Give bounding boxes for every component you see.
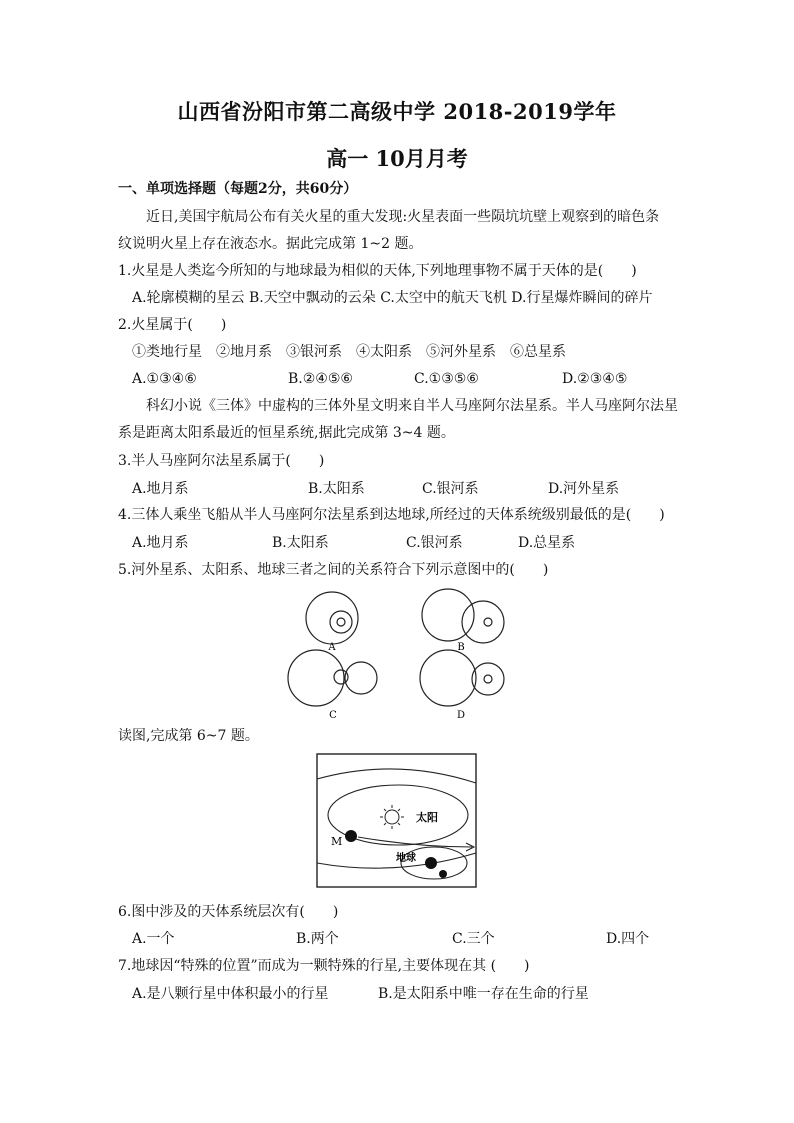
solar-system-figure xyxy=(316,753,478,889)
diagram-b xyxy=(422,589,504,643)
m-label: M xyxy=(331,835,343,848)
moon-body xyxy=(439,870,447,878)
passage2-line2: 系是距离太阳系最近的恒星系统,据此完成第 3~4 题。 xyxy=(118,425,455,441)
q3-option-c: C.银河系 xyxy=(422,481,479,497)
section-heading: 一、单项选择题（每题2分，共60分） xyxy=(118,181,358,197)
q4-option-a: A.地月系 xyxy=(132,535,189,551)
diagram-d xyxy=(420,650,504,706)
diagram-c-label: C xyxy=(329,710,337,721)
q5-diagram-set xyxy=(280,582,510,726)
q1-stem: 1.火星是人类迄今所知的与地球最为相似的天体,下列地理事物不属于天体的是( ) xyxy=(118,263,637,279)
q7-option-a: A.是八颗行星中体积最小的行星 xyxy=(132,986,329,1002)
q2-option-d: D.②③④⑤ xyxy=(562,371,628,387)
q4-option-b: B.太阳系 xyxy=(272,535,329,551)
q6-option-b: B.两个 xyxy=(296,931,339,947)
q3-option-d: D.河外星系 xyxy=(548,481,620,497)
passage2-line1: 科幻小说《三体》中虚构的三体外星文明来自半人马座阿尔法星系。半人马座阿尔法星 xyxy=(146,398,678,414)
exam-title: 山西省汾阳市第二高级中学 2018-2019学年 xyxy=(177,99,617,124)
diagram-a-label: A xyxy=(328,642,336,653)
q2-stem: 2.火星属于( ) xyxy=(118,317,227,333)
q4-stem: 4.三体人乘坐飞船从半人马座阿尔法星系到达地球,所经过的天体系统级别最低的是( ) xyxy=(118,507,665,523)
q7-option-b: B.是太阳系中唯一存在生命的行星 xyxy=(378,986,589,1002)
q6-option-c: C.三个 xyxy=(452,931,495,947)
sun-label: 太阳 xyxy=(416,811,438,824)
q2-items: ①类地行星 ②地月系 ③银河系 ④太阳系 ⑤河外星系 ⑥总星系 xyxy=(132,344,566,360)
earth-body xyxy=(425,857,437,869)
q6-option-a: A.一个 xyxy=(132,931,175,947)
passage1-line2: 纹说明火星上存在液态水。据此完成第 1~2 题。 xyxy=(118,236,423,252)
diagram-c xyxy=(288,650,377,706)
q1-options: A.轮廓模糊的星云 B.天空中飘动的云朵 C.太空中的航天飞机 D.行星爆炸瞬间的碎片 xyxy=(132,290,653,306)
q4-option-c: C.银河系 xyxy=(406,535,463,551)
q7-stem: 7.地球因“特殊的位置”而成为一颗特殊的行星,主要体现在其 ( ) xyxy=(118,958,530,974)
passage1-line1: 近日,美国宇航局公布有关火星的重大发现:火星表面一些陨坑坑壁上观察到的暗色条 xyxy=(146,209,660,225)
q6-option-d: D.四个 xyxy=(606,931,650,947)
q3-stem: 3.半人马座阿尔法星系属于( ) xyxy=(118,453,325,469)
q6-stem: 6.图中涉及的天体系统层次有( ) xyxy=(118,904,339,920)
diagram-d-label: D xyxy=(456,710,466,721)
exam-subtitle: 高一 10月月考 xyxy=(326,146,468,171)
q2-option-b: B.②④⑤⑥ xyxy=(288,371,353,387)
q5-stem: 5.河外星系、太阳系、地球三者之间的关系符合下列示意图中的( ) xyxy=(118,562,549,578)
q2-option-a: A.①③④⑥ xyxy=(132,371,197,387)
q3-option-a: A.地月系 xyxy=(132,481,189,497)
diagram-b-label: B xyxy=(457,642,465,653)
q3-option-b: B.太阳系 xyxy=(308,481,365,497)
q2-option-c: C.①③⑤⑥ xyxy=(414,371,479,387)
q4-option-d: D.总星系 xyxy=(518,535,576,551)
body-m xyxy=(345,830,357,842)
diagram-a xyxy=(306,592,358,644)
passage3-line1: 读图,完成第 6~7 题。 xyxy=(118,728,259,744)
earth-label: 地球 xyxy=(396,853,416,864)
